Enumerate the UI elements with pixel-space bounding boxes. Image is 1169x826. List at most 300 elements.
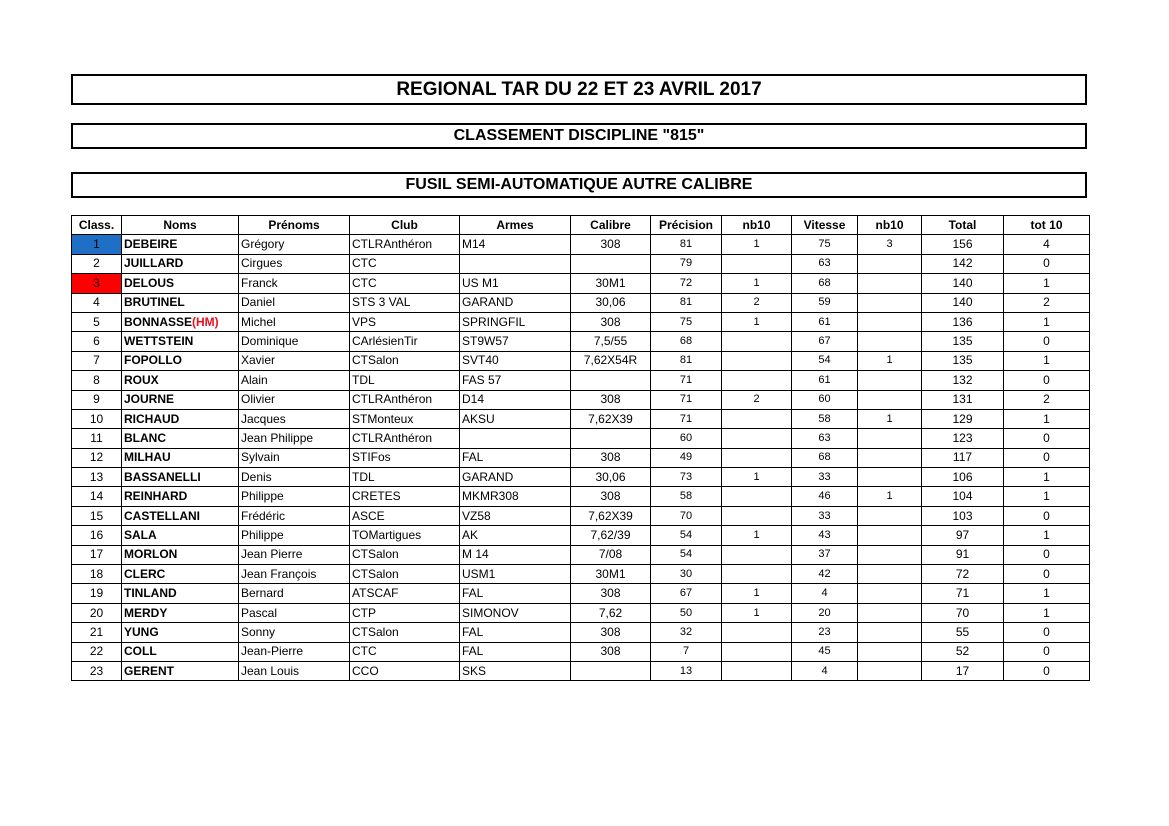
table-row <box>72 351 1090 370</box>
name-cell: COLL <box>122 642 239 661</box>
precision-cell: 72 <box>651 274 722 293</box>
nb10-precision-cell <box>722 642 792 661</box>
precision-cell: 54 <box>651 526 722 545</box>
tot10-cell: 0 <box>1004 565 1090 584</box>
firstname-cell: Frédéric <box>239 506 350 525</box>
speed-cell: 43 <box>792 526 858 545</box>
name-cell: YUNG <box>122 623 239 642</box>
firstname-cell: Jean Louis <box>239 661 350 680</box>
weapon-cell: GARAND <box>460 293 571 312</box>
club-cell: TDL <box>350 371 460 390</box>
caliber-cell <box>571 661 651 680</box>
table-row <box>72 506 1090 525</box>
firstname-cell: Jean François <box>239 565 350 584</box>
total-cell: 117 <box>922 448 1004 467</box>
speed-cell: 59 <box>792 293 858 312</box>
tot10-cell: 0 <box>1004 623 1090 642</box>
caliber-cell: 7,62X39 <box>571 506 651 525</box>
table-row <box>72 235 1090 254</box>
precision-cell: 70 <box>651 506 722 525</box>
precision-cell: 32 <box>651 623 722 642</box>
club-cell: CTLRAnthéron <box>350 235 460 254</box>
precision-cell: 13 <box>651 661 722 680</box>
club-cell: ASCE <box>350 506 460 525</box>
caliber-cell: 308 <box>571 448 651 467</box>
club-cell: STS 3 VAL <box>350 293 460 312</box>
table-row <box>72 603 1090 622</box>
weapon-cell: FAL <box>460 584 571 603</box>
total-cell: 142 <box>922 254 1004 273</box>
total-cell: 17 <box>922 661 1004 680</box>
club-cell: STIFos <box>350 448 460 467</box>
tot10-cell: 1 <box>1004 351 1090 370</box>
name-cell: TINLAND <box>122 584 239 603</box>
header-total: Total <box>922 216 1004 235</box>
table-row <box>72 274 1090 293</box>
tot10-cell: 1 <box>1004 603 1090 622</box>
weapon-cell: FAS 57 <box>460 371 571 390</box>
nb10-speed-cell <box>858 526 922 545</box>
table-row <box>72 623 1090 642</box>
rank-cell: 20 <box>72 603 122 622</box>
rank-cell: 22 <box>72 642 122 661</box>
rank-cell: 21 <box>72 623 122 642</box>
nb10-speed-cell <box>858 642 922 661</box>
rank-cell: 17 <box>72 545 122 564</box>
precision-cell: 68 <box>651 332 722 351</box>
table-row <box>72 312 1090 331</box>
precision-cell: 81 <box>651 293 722 312</box>
speed-cell: 45 <box>792 642 858 661</box>
weapon-cell: USM1 <box>460 565 571 584</box>
nb10-speed-cell <box>858 468 922 487</box>
firstname-cell: Philippe <box>239 487 350 506</box>
nb10-speed-cell <box>858 506 922 525</box>
caliber-cell: 7,62/39 <box>571 526 651 545</box>
caliber-cell <box>571 371 651 390</box>
club-cell: CTP <box>350 603 460 622</box>
rank-cell: 1 <box>72 235 122 254</box>
firstname-cell: Jean Philippe <box>239 429 350 448</box>
rank-cell: 3 <box>72 274 122 293</box>
firstname-cell: Denis <box>239 468 350 487</box>
rank-cell: 15 <box>72 506 122 525</box>
weapon-cell <box>460 429 571 448</box>
speed-cell: 68 <box>792 274 858 293</box>
caliber-cell: 308 <box>571 312 651 331</box>
total-cell: 135 <box>922 351 1004 370</box>
club-cell: CTSalon <box>350 565 460 584</box>
name-cell: DEBEIRE <box>122 235 239 254</box>
total-cell: 103 <box>922 506 1004 525</box>
header-precision: Précision <box>651 216 722 235</box>
speed-cell: 46 <box>792 487 858 506</box>
precision-cell: 71 <box>651 409 722 428</box>
nb10-precision-cell <box>722 429 792 448</box>
rank-cell: 9 <box>72 390 122 409</box>
firstname-cell: Sonny <box>239 623 350 642</box>
caliber-cell <box>571 429 651 448</box>
caliber-cell: 308 <box>571 235 651 254</box>
nb10-precision-cell: 1 <box>722 584 792 603</box>
total-cell: 106 <box>922 468 1004 487</box>
total-cell: 156 <box>922 235 1004 254</box>
name-cell <box>122 312 239 331</box>
nb10-speed-cell <box>858 565 922 584</box>
nb10-precision-cell <box>722 254 792 273</box>
table-row <box>72 468 1090 487</box>
firstname-cell: Sylvain <box>239 448 350 467</box>
speed-cell: 61 <box>792 371 858 390</box>
name-cell: SALA <box>122 526 239 545</box>
rank-cell: 4 <box>72 293 122 312</box>
rank-cell: 8 <box>72 371 122 390</box>
speed-cell: 61 <box>792 312 858 331</box>
caliber-cell: 7,62 <box>571 603 651 622</box>
club-cell: CTSalon <box>350 623 460 642</box>
table-row <box>72 584 1090 603</box>
weapon-cell: AKSU <box>460 409 571 428</box>
rank-cell: 11 <box>72 429 122 448</box>
name-cell: MORLON <box>122 545 239 564</box>
nb10-precision-cell <box>722 623 792 642</box>
name-cell: WETTSTEIN <box>122 332 239 351</box>
name-cell: MILHAU <box>122 448 239 467</box>
club-cell: TOMartigues <box>350 526 460 545</box>
table-row <box>72 371 1090 390</box>
header-club: Club <box>350 216 460 235</box>
total-cell: 97 <box>922 526 1004 545</box>
table-row <box>72 661 1090 680</box>
total-cell: 104 <box>922 487 1004 506</box>
rank-cell: 6 <box>72 332 122 351</box>
firstname-cell: Philippe <box>239 526 350 545</box>
firstname-cell: Pascal <box>239 603 350 622</box>
weapon-cell: AK <box>460 526 571 545</box>
nb10-precision-cell: 1 <box>722 526 792 545</box>
header-tot10: tot 10 <box>1004 216 1090 235</box>
nb10-precision-cell <box>722 332 792 351</box>
hm-badge: (HM) <box>192 314 219 329</box>
speed-cell: 33 <box>792 506 858 525</box>
nb10-speed-cell <box>858 545 922 564</box>
precision-cell: 81 <box>651 351 722 370</box>
tot10-cell: 2 <box>1004 293 1090 312</box>
total-cell: 135 <box>922 332 1004 351</box>
firstname-cell: Cirgues <box>239 254 350 273</box>
weapon-cell: FAL <box>460 623 571 642</box>
caliber-cell <box>571 254 651 273</box>
rank-cell: 5 <box>72 312 122 331</box>
name-cell: FOPOLLO <box>122 351 239 370</box>
club-cell: CArlésienTir <box>350 332 460 351</box>
total-cell: 91 <box>922 545 1004 564</box>
precision-cell: 54 <box>651 545 722 564</box>
tot10-cell: 4 <box>1004 235 1090 254</box>
precision-cell: 71 <box>651 390 722 409</box>
club-cell: CTC <box>350 254 460 273</box>
tot10-cell: 2 <box>1004 390 1090 409</box>
table-row <box>72 526 1090 545</box>
table-row <box>72 332 1090 351</box>
firstname-cell: Grégory <box>239 235 350 254</box>
rank-cell: 14 <box>72 487 122 506</box>
rank-cell: 13 <box>72 468 122 487</box>
nb10-precision-cell <box>722 565 792 584</box>
club-cell: CCO <box>350 661 460 680</box>
results-table <box>71 215 1090 681</box>
weapon-cell: M 14 <box>460 545 571 564</box>
club-cell: CTSalon <box>350 351 460 370</box>
nb10-precision-cell <box>722 661 792 680</box>
weapon-cell: D14 <box>460 390 571 409</box>
caliber-cell: 7/08 <box>571 545 651 564</box>
weapon-cell: US M1 <box>460 274 571 293</box>
nb10-precision-cell: 2 <box>722 293 792 312</box>
precision-cell: 67 <box>651 584 722 603</box>
rank-cell: 19 <box>72 584 122 603</box>
table-row <box>72 390 1090 409</box>
table-row <box>72 642 1090 661</box>
page-title: REGIONAL TAR DU 22 ET 23 AVRIL 2017 <box>71 74 1087 105</box>
tot10-cell: 0 <box>1004 332 1090 351</box>
nb10-speed-cell: 3 <box>858 235 922 254</box>
club-cell: CTC <box>350 642 460 661</box>
total-cell: 140 <box>922 293 1004 312</box>
nb10-precision-cell: 1 <box>722 603 792 622</box>
header-prenoms: Prénoms <box>239 216 350 235</box>
tot10-cell: 1 <box>1004 274 1090 293</box>
tot10-cell: 1 <box>1004 584 1090 603</box>
nb10-speed-cell <box>858 603 922 622</box>
nb10-speed-cell <box>858 448 922 467</box>
nb10-precision-cell <box>722 448 792 467</box>
precision-cell: 60 <box>651 429 722 448</box>
speed-cell: 42 <box>792 565 858 584</box>
weapon-cell: FAL <box>460 642 571 661</box>
weapon-cell: SKS <box>460 661 571 680</box>
caliber-cell: 308 <box>571 487 651 506</box>
weapon-cell: VZ58 <box>460 506 571 525</box>
club-cell: CTSalon <box>350 545 460 564</box>
speed-cell: 60 <box>792 390 858 409</box>
total-cell: 131 <box>922 390 1004 409</box>
caliber-cell: 308 <box>571 390 651 409</box>
total-cell: 71 <box>922 584 1004 603</box>
firstname-cell: Alain <box>239 371 350 390</box>
speed-cell: 67 <box>792 332 858 351</box>
weapon-cell <box>460 254 571 273</box>
caliber-cell: 308 <box>571 623 651 642</box>
nb10-precision-cell: 1 <box>722 274 792 293</box>
precision-cell: 79 <box>651 254 722 273</box>
tot10-cell: 0 <box>1004 448 1090 467</box>
nb10-speed-cell <box>858 429 922 448</box>
header-class: Class. <box>72 216 122 235</box>
tot10-cell: 0 <box>1004 545 1090 564</box>
tot10-cell: 1 <box>1004 468 1090 487</box>
name-cell: GERENT <box>122 661 239 680</box>
weapon-cell: SPRINGFIL <box>460 312 571 331</box>
nb10-precision-cell <box>722 545 792 564</box>
tot10-cell: 0 <box>1004 661 1090 680</box>
table-row <box>72 429 1090 448</box>
precision-cell: 7 <box>651 642 722 661</box>
name-cell: BRUTINEL <box>122 293 239 312</box>
nb10-speed-cell: 1 <box>858 351 922 370</box>
club-cell: CRETES <box>350 487 460 506</box>
nb10-speed-cell <box>858 274 922 293</box>
header-nb10-vitesse: nb10 <box>858 216 922 235</box>
speed-cell: 33 <box>792 468 858 487</box>
caliber-cell: 7,5/55 <box>571 332 651 351</box>
caliber-cell: 308 <box>571 584 651 603</box>
weapon-cell: M14 <box>460 235 571 254</box>
caliber-cell: 7,62X39 <box>571 409 651 428</box>
tot10-cell: 1 <box>1004 526 1090 545</box>
speed-cell: 54 <box>792 351 858 370</box>
table-row <box>72 565 1090 584</box>
nb10-speed-cell: 1 <box>858 487 922 506</box>
tot10-cell: 1 <box>1004 487 1090 506</box>
table-row <box>72 448 1090 467</box>
caliber-cell: 7,62X54R <box>571 351 651 370</box>
firstname-cell: Michel <box>239 312 350 331</box>
weapon-cell: MKMR308 <box>460 487 571 506</box>
nb10-precision-cell <box>722 351 792 370</box>
club-cell: CTLRAnthéron <box>350 429 460 448</box>
nb10-speed-cell <box>858 584 922 603</box>
weapon-cell: GARAND <box>460 468 571 487</box>
caliber-cell: 30M1 <box>571 274 651 293</box>
total-cell: 72 <box>922 565 1004 584</box>
firstname-cell: Xavier <box>239 351 350 370</box>
name-cell: RICHAUD <box>122 409 239 428</box>
name-cell: ROUX <box>122 371 239 390</box>
rank-cell: 23 <box>72 661 122 680</box>
header-row <box>72 216 1090 235</box>
firstname-cell: Franck <box>239 274 350 293</box>
nb10-precision-cell <box>722 506 792 525</box>
speed-cell: 63 <box>792 254 858 273</box>
name-cell: JOURNE <box>122 390 239 409</box>
caliber-cell: 308 <box>571 642 651 661</box>
rank-cell: 16 <box>72 526 122 545</box>
nb10-precision-cell <box>722 487 792 506</box>
tot10-cell: 0 <box>1004 371 1090 390</box>
name-cell: BLANC <box>122 429 239 448</box>
precision-cell: 49 <box>651 448 722 467</box>
firstname-cell: Jacques <box>239 409 350 428</box>
nb10-speed-cell <box>858 390 922 409</box>
weapon-cell: SIMONOV <box>460 603 571 622</box>
club-cell: VPS <box>350 312 460 331</box>
nb10-speed-cell <box>858 332 922 351</box>
table-row <box>72 254 1090 273</box>
rank-cell: 7 <box>72 351 122 370</box>
firstname-cell: Jean Pierre <box>239 545 350 564</box>
rank-cell: 2 <box>72 254 122 273</box>
discipline-title: CLASSEMENT DISCIPLINE "815" <box>71 123 1087 149</box>
nb10-precision-cell <box>722 371 792 390</box>
name-cell: DELOUS <box>122 274 239 293</box>
firstname-cell: Daniel <box>239 293 350 312</box>
tot10-cell: 0 <box>1004 254 1090 273</box>
tot10-cell: 0 <box>1004 429 1090 448</box>
nb10-precision-cell: 2 <box>722 390 792 409</box>
precision-cell: 30 <box>651 565 722 584</box>
speed-cell: 4 <box>792 661 858 680</box>
nb10-precision-cell: 1 <box>722 312 792 331</box>
nb10-precision-cell <box>722 409 792 428</box>
precision-cell: 73 <box>651 468 722 487</box>
nb10-speed-cell <box>858 293 922 312</box>
speed-cell: 4 <box>792 584 858 603</box>
nb10-speed-cell <box>858 312 922 331</box>
nb10-speed-cell <box>858 623 922 642</box>
firstname-cell: Dominique <box>239 332 350 351</box>
header-armes: Armes <box>460 216 571 235</box>
category-title: FUSIL SEMI-AUTOMATIQUE AUTRE CALIBRE <box>71 172 1087 198</box>
name-cell: CLERC <box>122 565 239 584</box>
tot10-cell: 0 <box>1004 506 1090 525</box>
nb10-speed-cell <box>858 254 922 273</box>
caliber-cell: 30M1 <box>571 565 651 584</box>
caliber-cell: 30,06 <box>571 468 651 487</box>
weapon-cell: SVT40 <box>460 351 571 370</box>
rank-cell: 18 <box>72 565 122 584</box>
table-row <box>72 487 1090 506</box>
firstname-cell: Bernard <box>239 584 350 603</box>
header-nb10-precision: nb10 <box>722 216 792 235</box>
speed-cell: 68 <box>792 448 858 467</box>
precision-cell: 71 <box>651 371 722 390</box>
club-cell: CTC <box>350 274 460 293</box>
speed-cell: 63 <box>792 429 858 448</box>
nb10-precision-cell: 1 <box>722 468 792 487</box>
club-cell: CTLRAnthéron <box>350 390 460 409</box>
total-cell: 136 <box>922 312 1004 331</box>
nb10-speed-cell <box>858 661 922 680</box>
name-cell: BASSANELLI <box>122 468 239 487</box>
total-cell: 123 <box>922 429 1004 448</box>
rank-cell: 12 <box>72 448 122 467</box>
club-cell: TDL <box>350 468 460 487</box>
name-cell: CASTELLANI <box>122 506 239 525</box>
total-cell: 55 <box>922 623 1004 642</box>
table-row <box>72 545 1090 564</box>
speed-cell: 23 <box>792 623 858 642</box>
rank-cell: 10 <box>72 409 122 428</box>
tot10-cell: 1 <box>1004 312 1090 331</box>
total-cell: 129 <box>922 409 1004 428</box>
total-cell: 52 <box>922 642 1004 661</box>
name-text: BONNASSE <box>124 314 193 329</box>
precision-cell: 50 <box>651 603 722 622</box>
tot10-cell: 1 <box>1004 409 1090 428</box>
nb10-precision-cell: 1 <box>722 235 792 254</box>
speed-cell: 58 <box>792 409 858 428</box>
total-cell: 70 <box>922 603 1004 622</box>
total-cell: 140 <box>922 274 1004 293</box>
name-cell: JUILLARD <box>122 254 239 273</box>
name-cell: MERDY <box>122 603 239 622</box>
caliber-cell: 30,06 <box>571 293 651 312</box>
weapon-cell: FAL <box>460 448 571 467</box>
firstname-cell: Jean-Pierre <box>239 642 350 661</box>
nb10-speed-cell: 1 <box>858 409 922 428</box>
speed-cell: 20 <box>792 603 858 622</box>
